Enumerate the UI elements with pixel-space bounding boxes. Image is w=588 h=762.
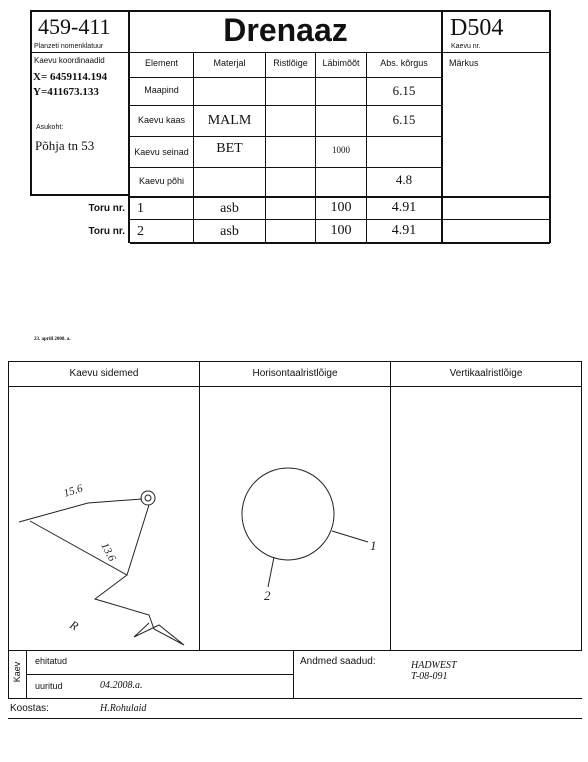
row-diameter: 1000	[332, 145, 350, 155]
pipe-label: Toru nr.	[88, 203, 125, 214]
footer-border	[26, 674, 294, 675]
compiled-value: H.Rohulaid	[100, 703, 147, 714]
column-header-abs-height: Abs. kõrgus	[380, 58, 428, 68]
pipe-diameter: 100	[330, 223, 352, 238]
pipe-number: 1	[137, 201, 144, 216]
table-grid	[130, 136, 443, 137]
table-grid	[265, 52, 266, 243]
footer-border	[8, 698, 582, 699]
table-grid	[130, 219, 550, 220]
table-grid	[130, 196, 550, 198]
tie-line-1	[19, 499, 142, 522]
document-title: Drenaaz	[223, 12, 348, 48]
pipe-label: Toru nr.	[88, 226, 125, 237]
well-mark-outer	[141, 491, 155, 505]
footer-border	[8, 650, 9, 698]
map-sheet-number: 459-411	[38, 14, 111, 39]
data-source-line-1: HADWEST	[411, 660, 457, 671]
compiled-label: Koostas:	[10, 703, 49, 714]
pipe-abs-height: 4.91	[391, 200, 417, 215]
footer-border	[8, 718, 582, 719]
well-side-label: Kaev	[12, 661, 22, 683]
horizontal-section-sketch	[200, 387, 390, 650]
sketch-header-horizontal: Horisontaalristlõige	[252, 368, 338, 379]
pipe-material: asb	[220, 201, 239, 216]
sketch-header-vertical: Vertikaalristlõige	[449, 368, 523, 379]
well-number: D504	[450, 15, 504, 41]
pipe-2-label: 2	[264, 588, 271, 603]
row-element: Kaevu seinad	[134, 147, 189, 157]
tie-measure-1-label: 15.6	[62, 482, 85, 500]
table-grid	[130, 105, 443, 106]
column-header-cross-section: Ristlõige	[273, 58, 308, 68]
location: Põhja tn 53	[35, 138, 95, 153]
tie-measurements-sketch	[9, 387, 199, 650]
row-abs-height: 4.8	[395, 172, 413, 187]
built-label: ehitatud	[35, 656, 68, 666]
sketch-header-ties: Kaevu sidemed	[69, 368, 139, 379]
well-cross-section-circle	[242, 468, 334, 560]
pipe-abs-height: 4.91	[391, 223, 417, 238]
corner-mark-label: R	[67, 617, 81, 634]
date-note: 23. aprill 2008. a.	[34, 337, 71, 342]
pipe-diameter: 100	[330, 200, 352, 215]
pipe-1-label: 1	[370, 538, 377, 553]
table-grid	[130, 167, 443, 168]
y-coordinate: Y=411673.133	[33, 86, 99, 98]
data-source-label: Andmed saadud:	[300, 656, 376, 667]
coordinates-caption: Kaevu koordinaadid	[34, 56, 105, 65]
pipe-material: asb	[220, 224, 239, 239]
footer-border	[8, 650, 582, 651]
form-border	[549, 10, 551, 243]
row-element: Maapind	[144, 85, 179, 95]
map-sheet-caption: Planzeti nomenklatuur	[34, 43, 104, 50]
x-coordinate: X= 6459114.194	[33, 71, 108, 83]
location-caption: Asukoht:	[36, 124, 64, 131]
data-source-line-2: T-08-091	[411, 671, 448, 682]
row-abs-height: 6.15	[392, 83, 416, 98]
pipe-1-line	[332, 531, 368, 542]
row-element: Kaevu kaas	[137, 115, 186, 125]
well-mark-inner	[145, 495, 151, 501]
column-header-material: Materjal	[213, 58, 246, 68]
table-grid	[130, 77, 443, 78]
column-header-remarks: Märkus	[449, 58, 479, 68]
sketch-border	[581, 361, 582, 650]
column-header-element: Element	[144, 58, 179, 68]
tie-line-2	[30, 505, 149, 575]
table-grid	[130, 242, 550, 244]
pipe-number: 2	[137, 224, 144, 239]
row-abs-height: 6.15	[392, 112, 416, 127]
form-border	[30, 52, 550, 53]
form-border	[30, 194, 130, 196]
form-border	[441, 10, 443, 243]
sketch-border	[8, 361, 582, 362]
pipe-2-line	[268, 557, 274, 587]
building-outline	[95, 575, 184, 645]
form-border	[30, 10, 32, 195]
well-number-caption: Kaevu nr.	[451, 43, 481, 50]
tie-measure-2-label: 13.6	[98, 540, 118, 564]
row-material: BET	[216, 141, 243, 156]
surveyed-value: 04.2008.a.	[100, 680, 143, 691]
column-header-diameter: Läbimõõt	[322, 58, 360, 68]
sketch-border	[390, 361, 391, 650]
row-material: MALM	[207, 113, 252, 128]
surveyed-label: uuritud	[35, 681, 63, 691]
row-element: Kaevu põhi	[138, 176, 185, 186]
